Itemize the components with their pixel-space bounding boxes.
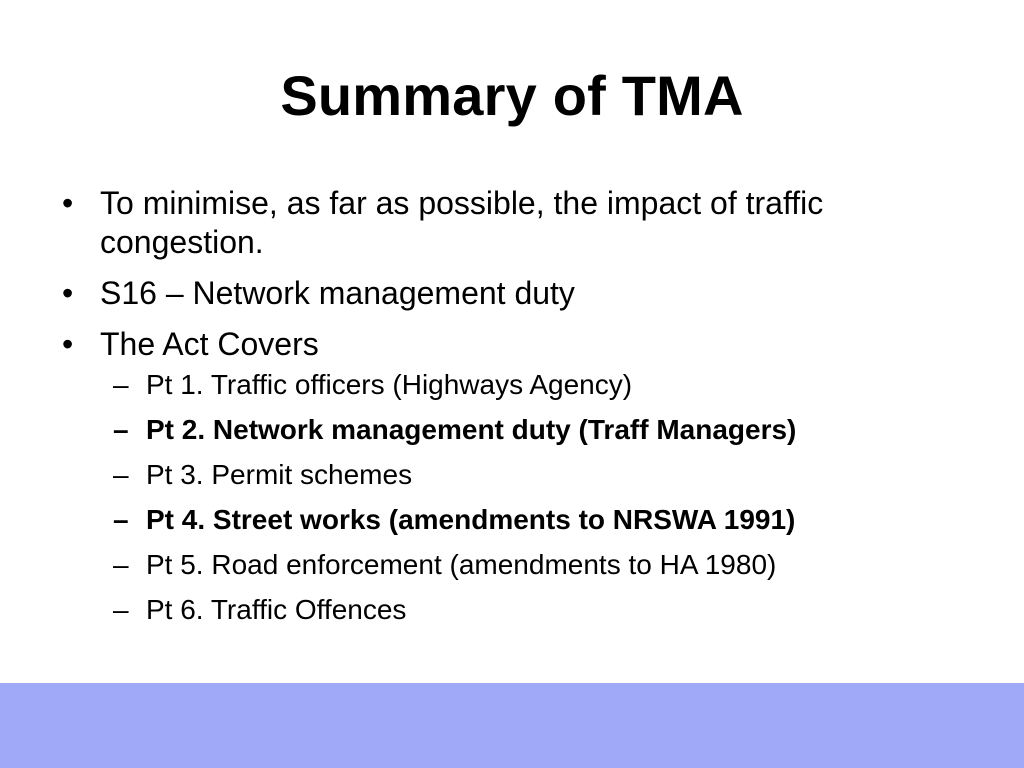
sub-bullet-marker: – [113,594,129,625]
bullet-text: S16 – Network management duty [100,275,575,311]
sub-bullet-marker: – [113,414,129,445]
sub-bullet-marker: – [113,369,129,400]
sub-bullet-marker: – [113,549,129,580]
sub-bullet-text: Pt 2. Network management duty (Traff Managers) [146,414,797,445]
sub-bullet-marker: – [113,459,129,490]
footer-band [0,683,1024,768]
sub-bullet-text: Pt 5. Road enforcement (amendments to HA 1980) [146,549,777,580]
sub-bullet-marker: – [113,504,129,535]
bullet-item [60,325,960,626]
sub-bullet-list [100,368,960,626]
bullet-list [60,184,960,638]
sub-bullet-item [60,503,960,536]
bullet-text: The Act Covers [100,326,319,362]
bullet-marker: • [62,326,74,362]
bullet-marker: • [62,185,74,221]
slide-title: Summary of TMA [280,64,744,127]
sub-bullet-text: Pt 6. Traffic Offences [146,594,407,625]
sub-bullet-item [60,368,960,401]
sub-bullet-text: Pt 4. Street works (amendments to NRSWA 1991) [146,504,796,535]
bullet-item [60,274,960,313]
sub-bullet-item [60,458,960,491]
bullet-item [60,184,960,262]
sub-bullet-text: Pt 1. Traffic officers (Highways Agency) [146,369,633,400]
sub-bullet-item [60,593,960,626]
bullet-marker: • [62,275,74,311]
sub-bullet-item [60,413,960,446]
bullet-text: To minimise, as far as possible, the impact of traffic congestion. [100,185,824,260]
sub-bullet-item [60,548,960,581]
sub-bullet-text: Pt 3. Permit schemes [146,459,413,490]
